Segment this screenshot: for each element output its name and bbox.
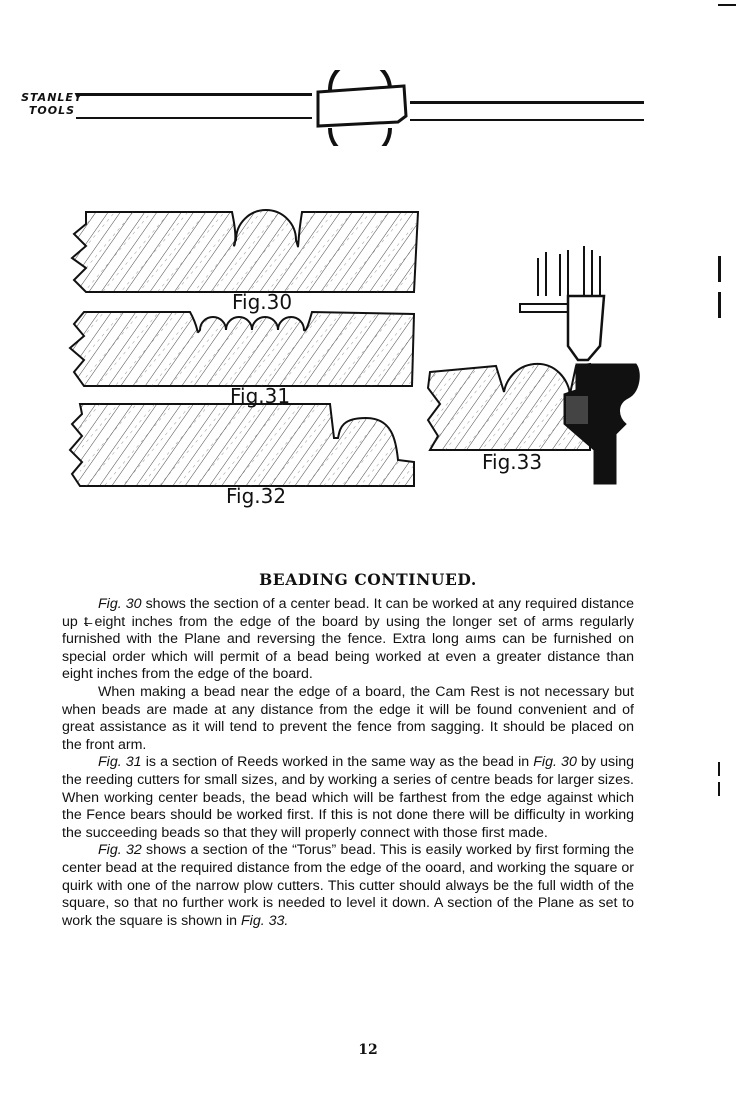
paragraph-text: shows a section of the “Torus” bead. This is easily worked by first forming the center bead at the required distance from the edge of the ooard, and working the square or quirk with one of the narrow plow cutters. This cutter should always be the full width of the square, so that no further work is needed to level it down. A section of the Plane as set to work the square is shown in bbox=[62, 842, 634, 929]
figure-reference: Fig. 33. bbox=[241, 912, 289, 929]
paragraph-text: is a section of Reeds worked in the same way as the bead in bbox=[141, 754, 534, 771]
figure-reference: Fig. 32 bbox=[98, 842, 142, 859]
paragraph bbox=[62, 754, 634, 842]
body-text bbox=[62, 596, 634, 930]
fig33-drawing bbox=[428, 246, 639, 484]
fig31-label: Fig.31 bbox=[230, 384, 291, 408]
paragraph-text: When making a bead near the edge of a board, the Cam Rest is not necessary but when beads are made at any distance from the edge it will be found convenient and of great assistance as it will tend to prevent the fence from sagging. It should be placed on the front arm. bbox=[62, 683, 634, 753]
edge-mark-corner bbox=[718, 4, 736, 6]
fig32-drawing bbox=[70, 404, 414, 486]
page-number: 12 bbox=[358, 1042, 378, 1058]
fig31-drawing bbox=[70, 312, 414, 386]
paragraph bbox=[62, 684, 634, 754]
edge-mark-mid1 bbox=[718, 762, 720, 776]
paragraph-text: by using the reeding cutters for small sizes, and by working a series of centre beads for larger sizes. When working center beads, the bead which will be farthest from the edge against which the Fence bears should be worked first. If this is not done there will be difficulty in working the succeeding beads so that they will properly connect with those first made. bbox=[62, 754, 635, 841]
fig33-label: Fig.33 bbox=[482, 450, 543, 474]
figures-illustration bbox=[0, 0, 736, 540]
figure-reference: Fig. 30 bbox=[533, 754, 577, 771]
edge-mark-mid2 bbox=[718, 782, 720, 796]
fig32-label: Fig.32 bbox=[226, 484, 287, 508]
paragraph bbox=[62, 596, 634, 684]
edge-mark-top bbox=[718, 256, 721, 282]
logo-line-tools: TOOLS bbox=[28, 104, 76, 117]
edge-mark-upper bbox=[718, 292, 721, 318]
section-heading: BEADING CONTINUED. bbox=[259, 570, 477, 589]
logo-line-stanley: STANLEY bbox=[21, 91, 83, 104]
figure-reference: Fig. 30 bbox=[98, 596, 142, 612]
paragraph bbox=[62, 842, 634, 930]
figure-reference: Fig. 31 bbox=[98, 754, 142, 771]
paragraph-text: shows the section of a center bead. It can be worked at any required distance up t̶ eight inches from the edge of the board by using the longer set of arms regularly furnished with the Plane and reversing the fence. Extra long aıms can be furnished on special order which will permit of a bead being worked at even a greater distance than eight inches from the edge of the board. bbox=[62, 596, 634, 683]
fig30-label: Fig.30 bbox=[232, 290, 293, 314]
fig30-drawing bbox=[72, 210, 418, 292]
